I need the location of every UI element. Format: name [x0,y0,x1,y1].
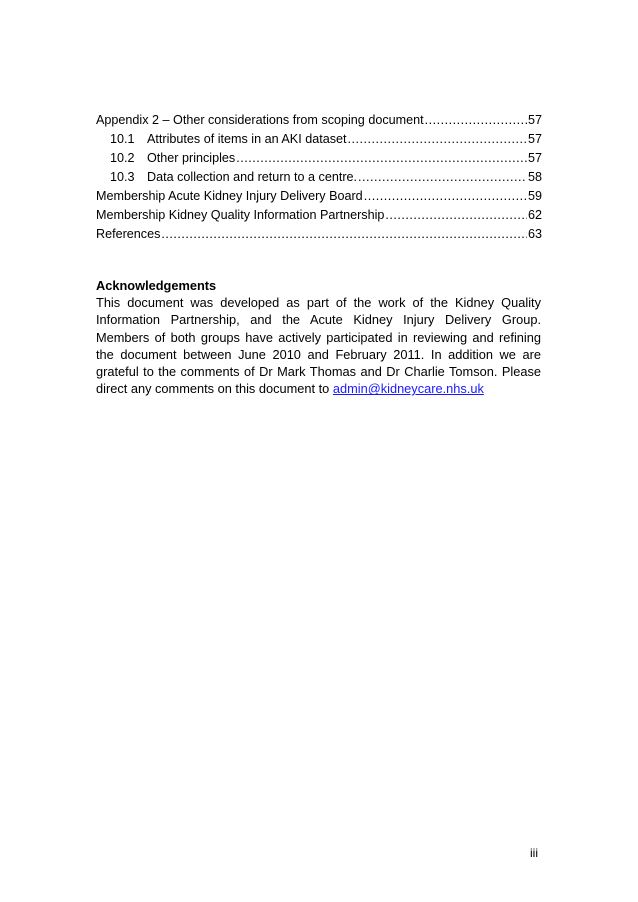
acknowledgements-text: This document was developed as part of the work of the Kidney Quality Information Partnership, and the Acute Kidney Injury Delivery Group. Members of both groups have actively participated in reviewing and refining the document between June 2010 and February 2011. In addition we are grateful to the comments of Dr Mark Thomas and Dr Charlie Tomson. Please direct any comments on this document to [96,295,541,397]
toc-entry-title: Appendix 2 – Other considerations from scoping document [96,113,424,127]
toc-dot-leader [161,225,527,244]
acknowledgements-heading: Acknowledgements [96,278,217,293]
toc-entry-title: Data collection and return to a centre. [147,170,358,184]
toc-entry-page: 57 [527,151,542,165]
toc-entry-membership-kqip[interactable] [96,206,542,225]
toc-entry-title: Attributes of items in an AKI dataset [147,132,347,146]
toc-entry-page: 63 [527,227,542,241]
toc-entry-number: 10.1 [110,132,135,146]
toc-entry-title: References [96,227,161,241]
toc-entry-page: 57 [527,132,542,146]
table-of-contents [96,111,542,244]
toc-entry-10-1[interactable] [96,130,542,149]
toc-entry-title: Membership Acute Kidney Injury Delivery Board [96,189,363,203]
toc-dot-leader [236,149,527,168]
toc-dot-leader [358,168,527,187]
acknowledgements-section [96,278,541,398]
toc-entry-appendix-2[interactable] [96,111,542,130]
toc-dot-leader [425,111,527,130]
toc-entry-10-3[interactable] [96,168,542,187]
toc-entry-number: 10.3 [110,170,135,184]
toc-entry-page: 62 [527,208,542,222]
toc-entry-title: Membership Kidney Quality Information Partnership [96,208,385,222]
toc-entry-page: 57 [527,113,542,127]
toc-entry-10-2[interactable] [96,149,542,168]
toc-entry-title: Other principles [147,151,236,165]
page-number: iii [530,846,538,860]
contact-email-link[interactable]: admin@kidneycare.nhs.uk [332,381,484,397]
toc-dot-leader [364,187,527,206]
toc-dot-leader [385,206,527,225]
acknowledgements-paragraph [96,294,541,398]
toc-entry-membership-aki-board[interactable] [96,187,542,206]
toc-entry-page: 59 [527,189,542,203]
toc-entry-number: 10.2 [110,151,135,165]
toc-entry-references[interactable] [96,225,542,244]
toc-entry-page: 58 [527,170,542,184]
toc-dot-leader [348,130,527,149]
